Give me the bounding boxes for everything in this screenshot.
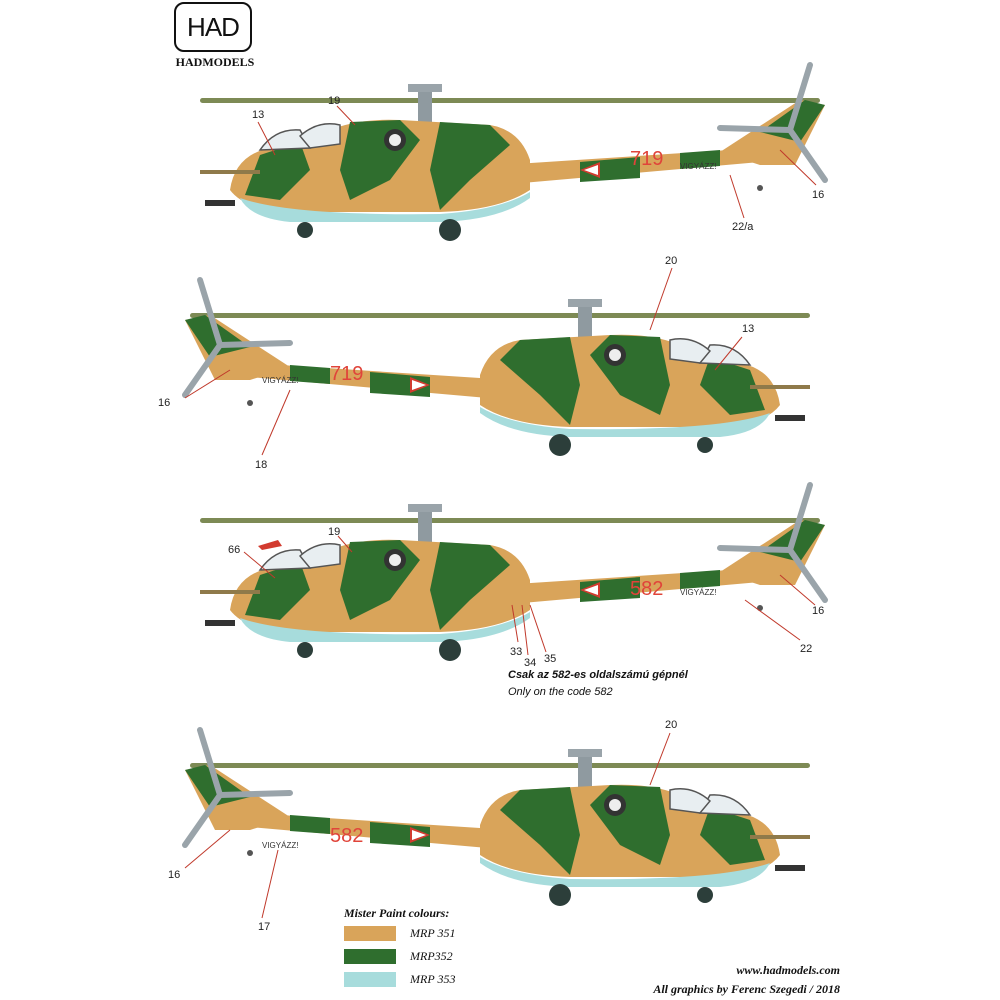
profile-2-callout-18: 18 — [255, 459, 268, 471]
credit-text: All graphics by Ferenc Szegedi / 2018 — [653, 982, 840, 996]
profile-2-callout-16: 16 — [158, 397, 171, 409]
legend-item-mrp353 — [344, 971, 455, 987]
profile-4-callout-17: 17 — [258, 921, 271, 933]
profile-1-callout-22a: 22/a — [732, 221, 754, 233]
legend-label: MRP352 — [410, 948, 453, 963]
profile-1-callout-13: 13 — [252, 109, 265, 121]
annotation-marker — [258, 540, 282, 550]
profile-4-helicopter — [185, 730, 810, 906]
profile-3-callout-22: 22 — [800, 643, 813, 655]
profile-3-callout-34: 34 — [524, 657, 537, 669]
profile-4-code: 582 — [330, 825, 364, 847]
brand-name: HADMODELS — [175, 55, 255, 69]
legend-title: Mister Paint colours: — [344, 906, 450, 920]
profile-1-callout-19: 19 — [328, 95, 341, 107]
legend-item-mrp351 — [344, 925, 455, 941]
color-swatch — [344, 949, 396, 964]
profile-3-tail-text: VIGYÁZZ! — [680, 588, 717, 597]
profile-3-code: 582 — [630, 578, 664, 600]
profile-3-callout-35: 35 — [544, 653, 557, 665]
color-swatch — [344, 972, 396, 987]
legend-label: MRP 351 — [410, 925, 456, 940]
profile-4-callout-16: 16 — [168, 869, 181, 881]
note-english: Only on the code 582 — [508, 686, 613, 698]
logo-mark: HAD — [187, 11, 239, 42]
profile-2-callout-20: 20 — [665, 255, 678, 267]
profile-3-callout-16: 16 — [812, 605, 825, 617]
note-hungarian: Csak az 582-es oldalszámú gépnél — [508, 669, 688, 681]
website-link[interactable]: www.hadmodels.com — [736, 963, 840, 977]
profile-1-helicopter — [200, 65, 825, 241]
profile-3-helicopter — [200, 485, 825, 661]
color-swatch — [344, 926, 396, 941]
profile-2-code: 719 — [330, 363, 364, 385]
profile-4-callout-20: 20 — [665, 719, 678, 731]
profile-3-callout-66: 66 — [228, 544, 241, 556]
legend-item-mrp352 — [344, 948, 453, 964]
profile-2-callout-13: 13 — [742, 323, 755, 335]
profile-1-callout-16: 16 — [812, 189, 825, 201]
profile-2-tail-text: VIGYÁZZ! — [262, 376, 299, 385]
profile-3-callout-33: 33 — [510, 646, 523, 658]
profile-3-callout-19: 19 — [328, 526, 341, 538]
profile-4-tail-text: VIGYÁZZ! — [262, 841, 299, 850]
legend-label: MRP 353 — [410, 971, 456, 986]
profile-1-code: 719 — [630, 148, 664, 170]
profile-1-tail-text: VIGYÁZZ! — [680, 162, 717, 171]
